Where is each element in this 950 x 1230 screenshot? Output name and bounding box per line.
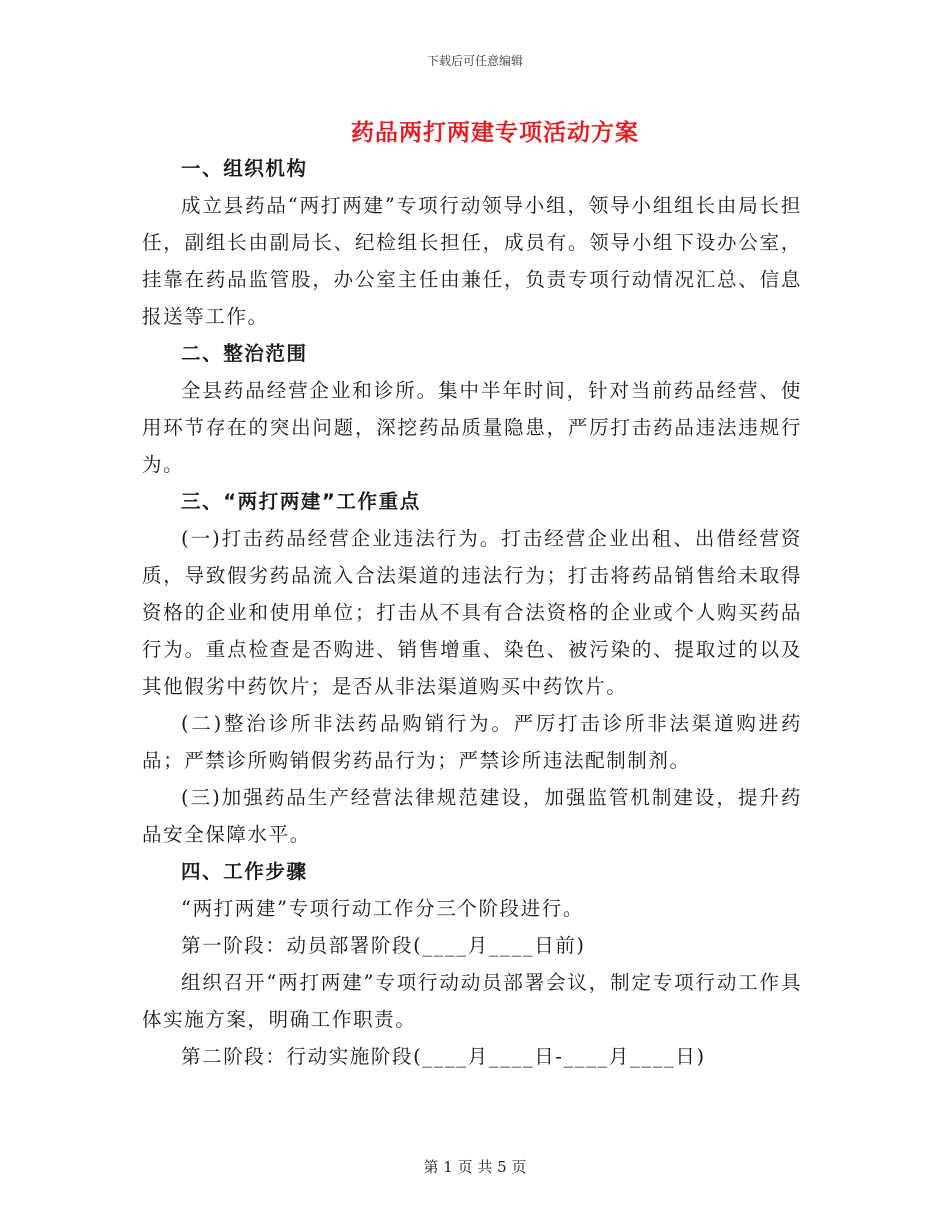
section-heading-scope: 二、整治范围 [181,342,308,365]
page-header: 下载后可任意编辑 [426,54,523,68]
section-heading-focus: 三、“两打两建”工作重点 [181,490,421,513]
section-heading-organization: 一、组织机构 [181,157,308,180]
paragraph-steps-intro: “两打两建”专项行动工作分三个阶段进行。 [181,897,584,920]
paragraph-focus-1: (一)打击药品经营企业违法行为。打击经营企业出租、出借经营资质，导致假劣药品流入合法渠道的违法行为；打击将药品销售给未取得资格的企业和使用单位；打击从不具有合法资格的企业或个人购买药品行为。重点检查是否购进、销售增重、染色、被污染的、提取过的以及其他假劣中药饮片；是否从非法渠道购买中药饮片。 [142,527,802,698]
section-heading-steps: 四、工作步骤 [181,860,308,883]
paragraph-stage-1: 第一阶段：动员部署阶段(____月____日前) [181,934,586,957]
document-title: 药品两打两建专项活动方案 [351,119,639,146]
paragraph-focus-2: (二)整治诊所非法药品购销行为。严厉打击诊所非法渠道购进药品；严禁诊所购销假劣药品行为；严禁诊所违法配制制剂。 [142,712,802,772]
paragraph-stage-2: 第二阶段：行动实施阶段(____月____日-____月____日) [181,1045,706,1068]
paragraph-focus-3: (三)加强药品生产经营法律规范建设，加强监管机制建设，提升药品安全保障水平。 [142,786,802,846]
paragraph-scope: 全县药品经营企业和诊所。集中半年时间，针对当前药品经营、使用环节存在的突出问题，深挖药品质量隐患，严厉打击药品违法违规行为。 [142,379,802,476]
document-body [142,150,802,1075]
paragraph-organization: 成立县药品“两打两建”专项行动领导小组，领导小组组长由局长担任，副组长由副局长、纪检组长担任，成员有。领导小组下设办公室，挂靠在药品监管股，办公室主任由兼任，负责专项行动情况汇总、信息报送等工作。 [142,194,802,328]
paragraph-stage-1-detail: 组织召开“两打两建”专项行动动员部署会议，制定专项行动工作具体实施方案，明确工作职责。 [142,971,802,1031]
page-footer: 第 1 页 共 5 页 [423,1158,527,1176]
